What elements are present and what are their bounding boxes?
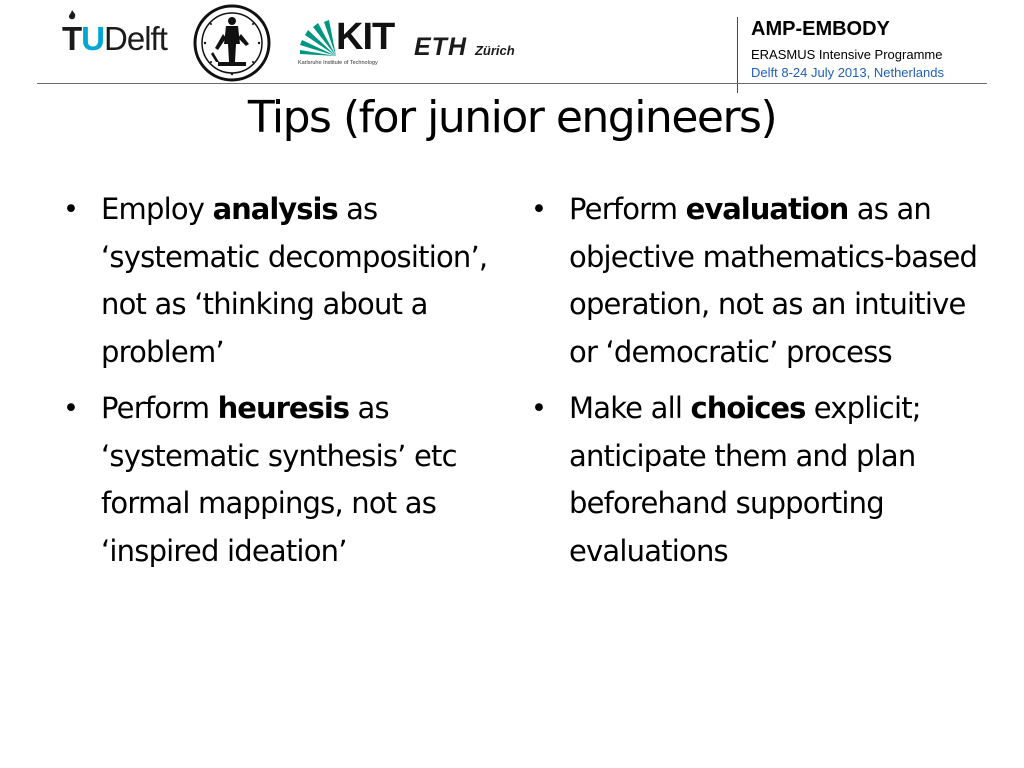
bullet-dot: • xyxy=(531,393,547,424)
tudelft-t: T xyxy=(62,20,82,57)
left-bullet-list xyxy=(60,186,490,575)
programme-info xyxy=(751,14,991,81)
bullet-text: as ‘systematic synthesis’ etc formal mappings, not as ‘inspired ideation’ xyxy=(101,391,457,568)
right-column xyxy=(528,186,978,584)
eth-zurich: Zürich xyxy=(474,43,515,58)
bullet-text: Make all xyxy=(569,391,691,425)
ntua-seal-icon xyxy=(193,4,271,82)
bullet-item-analysis xyxy=(60,186,490,376)
bullet-text: Employ xyxy=(101,192,213,226)
programme-date: Delft 8-24 July 2013, Netherlands xyxy=(751,65,944,80)
bullet-dot: • xyxy=(63,194,79,225)
bullet-item-heuresis xyxy=(60,385,490,575)
bullet-keyword: analysis xyxy=(212,192,338,226)
bullet-text: Perform xyxy=(569,192,686,226)
programme-subtitle: ERASMUS Intensive Programme xyxy=(751,47,943,62)
tudelft-delft: Delft xyxy=(104,20,167,57)
header-vertical-divider xyxy=(737,17,738,93)
tudelft-u: U xyxy=(81,20,105,57)
kit-mark: KIT xyxy=(336,16,395,58)
bullet-text: Perform xyxy=(101,391,218,425)
bullet-dot: • xyxy=(531,194,547,225)
bullet-keyword: heuresis xyxy=(217,391,350,425)
kit-caption: Karlsruhe Institute of Technology xyxy=(298,60,378,66)
bullet-item-evaluation xyxy=(528,186,978,376)
left-column xyxy=(60,186,490,584)
slide-header xyxy=(0,0,1024,90)
eth-wordmark xyxy=(414,33,515,62)
bullet-text: as an objective mathematics-based operation, not as an intuitive or ‘democratic’ process xyxy=(569,192,978,369)
bullet-item-choices xyxy=(528,385,978,575)
bullet-text: as ‘systematic decomposition’, not as ‘thinking about a problem’ xyxy=(101,192,488,369)
header-divider xyxy=(37,83,987,84)
tudelft-wordmark xyxy=(62,20,167,58)
bullet-keyword: evaluation xyxy=(685,192,849,226)
kit-logo xyxy=(298,16,398,66)
bullet-keyword: choices xyxy=(690,391,806,425)
eth-mark: ETH xyxy=(414,33,467,61)
kit-fan-icon xyxy=(298,20,338,58)
bullet-dot: • xyxy=(63,393,79,424)
tudelft-logo xyxy=(62,12,182,62)
right-bullet-list xyxy=(528,186,978,575)
slide-title: Tips (for junior engineers) xyxy=(247,92,777,143)
programme-title: AMP-EMBODY xyxy=(751,18,890,40)
eth-logo xyxy=(414,33,534,61)
bullet-text: explicit; anticipate them and plan beforehand supporting evaluations xyxy=(569,391,921,568)
